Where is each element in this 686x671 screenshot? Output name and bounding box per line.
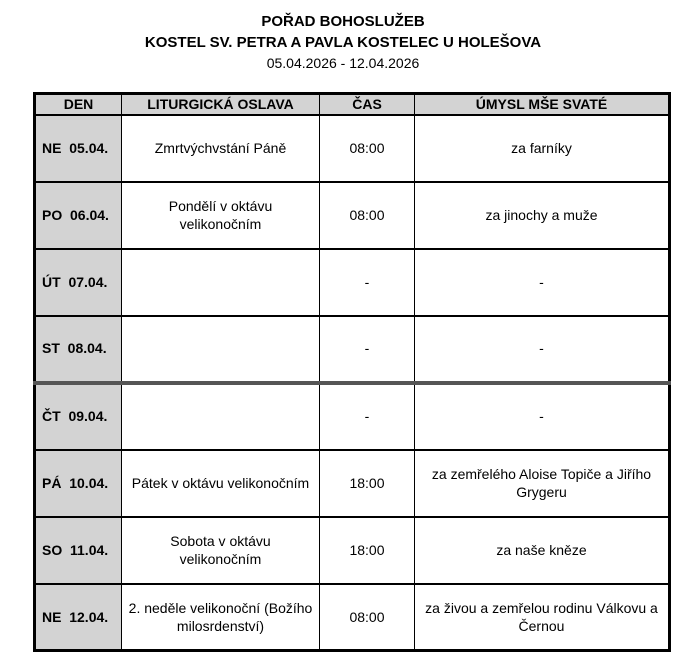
celebration-cell bbox=[122, 383, 320, 450]
intention-cell: za naše kněze bbox=[415, 517, 670, 584]
schedule-table bbox=[33, 92, 671, 652]
day-cell: PÁ 10.04. bbox=[35, 450, 122, 517]
document-header bbox=[0, 0, 686, 74]
time-cell: 18:00 bbox=[320, 450, 415, 517]
time-cell: 08:00 bbox=[320, 182, 415, 249]
intention-cell: za farníky bbox=[415, 115, 670, 182]
intention-cell: za jinochy a muže bbox=[415, 182, 670, 249]
page-subtitle: KOSTEL SV. PETRA A PAVLA KOSTELEC U HOLEŠOVA bbox=[144, 34, 542, 51]
table-row bbox=[35, 383, 670, 450]
intention-cell: za živou a zemřelou rodinu Válkovu a Černou bbox=[415, 584, 670, 651]
time-cell: - bbox=[320, 383, 415, 450]
page-title: POŘAD BOHOSLUŽEB bbox=[261, 13, 425, 30]
date-range: 05.04.2026 - 12.04.2026 bbox=[266, 55, 420, 71]
celebration-cell: Zmrtvýchvstání Páně bbox=[122, 115, 320, 182]
table-row bbox=[35, 517, 670, 584]
day-cell: NE 12.04. bbox=[35, 584, 122, 651]
table-header-row bbox=[35, 94, 670, 115]
celebration-cell: Sobota v oktávu velikonočním bbox=[122, 517, 320, 584]
table-row bbox=[35, 182, 670, 249]
table-row bbox=[35, 316, 670, 383]
day-cell: ČT 09.04. bbox=[35, 383, 122, 450]
time-cell: 08:00 bbox=[320, 115, 415, 182]
column-header-liturgicka-oslava: LITURGICKÁ OSLAVA bbox=[122, 94, 320, 115]
time-cell: 18:00 bbox=[320, 517, 415, 584]
column-header-cas: ČAS bbox=[320, 94, 415, 115]
time-cell: - bbox=[320, 316, 415, 383]
celebration-cell bbox=[122, 249, 320, 316]
celebration-cell: Pátek v oktávu velikonočním bbox=[122, 450, 320, 517]
table-row bbox=[35, 450, 670, 517]
celebration-cell: Pondělí v oktávu velikonočním bbox=[122, 182, 320, 249]
table-row bbox=[35, 249, 670, 316]
intention-cell: - bbox=[415, 383, 670, 450]
table-row bbox=[35, 115, 670, 182]
celebration-cell bbox=[122, 316, 320, 383]
column-header-umysl: ÚMYSL MŠE SVATÉ bbox=[415, 94, 670, 115]
intention-cell: - bbox=[415, 249, 670, 316]
intention-cell: za zemřelého Aloise Topiče a Jiřího Grygeru bbox=[415, 450, 670, 517]
intention-cell: - bbox=[415, 316, 670, 383]
day-cell: ÚT 07.04. bbox=[35, 249, 122, 316]
day-cell: SO 11.04. bbox=[35, 517, 122, 584]
time-cell: - bbox=[320, 249, 415, 316]
day-cell: NE 05.04. bbox=[35, 115, 122, 182]
time-cell: 08:00 bbox=[320, 584, 415, 651]
column-header-den: DEN bbox=[35, 94, 122, 115]
table-row bbox=[35, 584, 670, 651]
celebration-cell: 2. neděle velikonoční (Božího milosrdenství) bbox=[122, 584, 320, 651]
day-cell: PO 06.04. bbox=[35, 182, 122, 249]
day-cell: ST 08.04. bbox=[35, 316, 122, 383]
